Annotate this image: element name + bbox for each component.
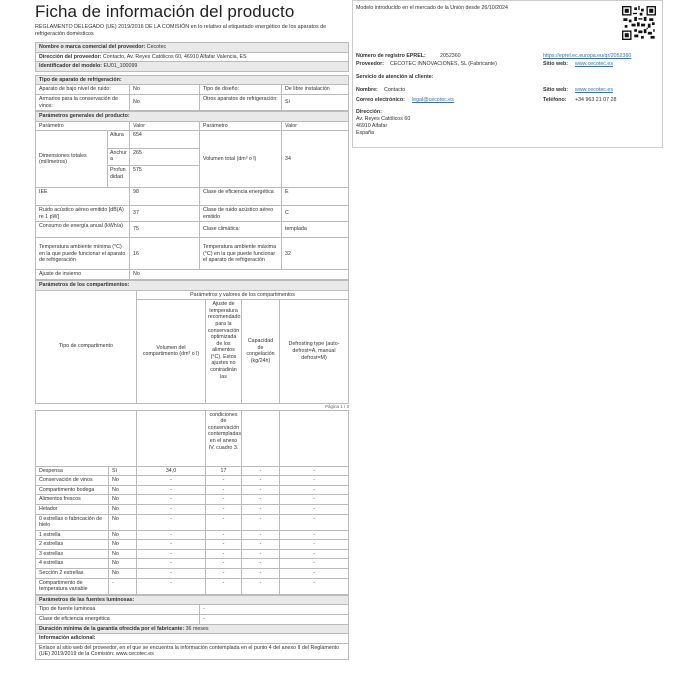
climate-label: Clase climática: (200, 222, 282, 237)
provider-label: Proveedor: (356, 61, 384, 67)
low-noise-label: Aparato de bajo nivel de ruido: (36, 85, 130, 94)
consumption-label: Consumo de energía anual (kWh/a) (36, 222, 130, 237)
compartment-temp: - (206, 531, 242, 540)
group-header: Parámetros y valores de los compartimentos (137, 291, 348, 301)
compartment-temp: 17 (206, 467, 242, 476)
model-value: EU01_100099 (103, 63, 138, 70)
iee-value: 98 (130, 188, 200, 205)
warranty-value: 36 meses (185, 625, 209, 632)
compartment-name: Sección 2 estrellas (36, 569, 109, 578)
col-param-1: Parámetro (36, 122, 130, 131)
col-temp-header-continued: condiciones de conservación contempladas en el anexo IV, cuadro 3. (206, 411, 242, 466)
iee-label: IEE (36, 188, 130, 205)
col-param-2: Parámetro (200, 122, 282, 131)
compartment-volume: - (137, 476, 206, 485)
compartment-present: No (109, 531, 137, 540)
compartment-volume: - (137, 579, 206, 594)
warranty-label: Duración mínima de la garantía ofrecida por el fabricante: (39, 625, 185, 632)
consumption-value: 75 (130, 222, 200, 237)
compartment-temp: - (206, 486, 242, 495)
compartment-name: Compartimento de temperatura variable (36, 579, 109, 594)
eprel-label: Número de registro EPREL: (356, 53, 426, 59)
compartments-section (35, 280, 349, 404)
compartment-volume: - (137, 569, 206, 578)
compartment-name: Conservación de vinos (36, 476, 109, 485)
compartment-row (36, 486, 348, 496)
compartment-volume: - (137, 559, 206, 568)
low-noise-value: No (130, 85, 200, 94)
col-volume-header: Volumen del compartimento (dm³ o l) (137, 300, 206, 402)
compartment-row (36, 540, 348, 550)
brand-value: Cecotec (146, 44, 167, 50)
compartment-defrost: - (313, 515, 315, 522)
climate-value: templada (285, 226, 307, 233)
volume-value: 34 (285, 156, 291, 163)
compartment-freeze: - (242, 495, 280, 504)
compartment-row (36, 515, 348, 531)
compartment-name: Despensa (36, 467, 109, 476)
website-label: Sitio web: (543, 61, 569, 67)
compartment-present: No (109, 550, 137, 559)
general-header: Parámetros generales del producto: (39, 113, 130, 120)
compartment-freeze: - (242, 467, 280, 476)
compartment-name: 1 estrella (36, 531, 109, 540)
compartment-defrost: - (313, 579, 315, 586)
compartment-present: No (109, 569, 137, 578)
service-address-line2: 46910 Alfafar (356, 123, 388, 129)
wine-label: Armarios para la conservación de vinos: (36, 95, 130, 110)
compartment-row (36, 579, 348, 595)
service-address-label: Dirección: (356, 109, 382, 115)
service-address-line1: Av. Reyes Católicos 60 (356, 116, 411, 122)
compartment-present: No (109, 486, 137, 495)
light-section (35, 595, 349, 660)
compartment-freeze: - (242, 476, 280, 485)
compartment-volume: 34,0 (137, 467, 206, 476)
registration-panel (352, 0, 663, 148)
phone-label: Teléfono: (543, 97, 567, 103)
compartment-freeze: - (242, 559, 280, 568)
wine-value: No (130, 95, 200, 110)
compartment-temp: - (206, 569, 242, 578)
light-header: Parámetros de las fuentes luminosas: (39, 596, 135, 603)
winter-label: Ajuste de invierno (36, 270, 130, 279)
compartment-name: 3 estrellas (36, 550, 109, 559)
compartment-defrost: - (313, 541, 315, 548)
additional-header: Información adicional: (39, 635, 96, 642)
other-label: Otros aparatos de refrigeración: (200, 95, 282, 110)
compartment-freeze: - (242, 540, 280, 549)
compartment-temp: - (206, 559, 242, 568)
compartment-present: No (109, 515, 137, 530)
compartment-volume: - (137, 515, 206, 530)
product-sheet (35, 0, 349, 660)
compartment-defrost: - (313, 560, 315, 567)
compartment-defrost: - (313, 467, 315, 474)
address-label: Dirección del proveedor: (39, 53, 102, 60)
compartment-rows (36, 467, 348, 595)
compartment-volume: - (137, 505, 206, 514)
eprel-link[interactable]: https://eprel.ec.europa.eu/qr/2052360 (543, 53, 632, 59)
compartment-row (36, 531, 348, 541)
compartment-name: 4 estrellas (36, 559, 109, 568)
appliance-type-section (35, 75, 349, 111)
compartment-temp: - (206, 515, 242, 530)
regulation-subtitle: REGLAMENTO DELEGADO (UE) 2019/2016 DE LA COMISIÓN en lo relativo al etiquetado energético de los aparatos de refrigeración domésticos (35, 24, 327, 37)
col-temp-header: Ajuste de temperatura recomendado para la conservación optimizada de los alimentos (°C). Estos ajustes no contradirán las (206, 300, 242, 402)
compartment-name: Compartimento bodega (36, 486, 109, 495)
compartment-present: No (109, 540, 137, 549)
compartment-temp: - (206, 505, 242, 514)
tmax-value: 32 (285, 250, 291, 257)
compartment-name: Helador (36, 505, 109, 514)
address-value: Contacto, Av. Reyes Católicos 60, 46910 Alfafar Valencia, ES (102, 53, 247, 60)
market-date: Modelo introducido en el mercado de la Unión desde 26/10/2024 (356, 5, 508, 11)
compartment-defrost: - (313, 496, 315, 503)
service-website-link[interactable]: www.cecotec.es (575, 87, 613, 93)
compartment-defrost: - (313, 550, 315, 557)
noise-class-value: C (285, 210, 289, 217)
compartments-header: Parámetros de los compartimentos: (39, 281, 130, 288)
compartment-volume: - (137, 540, 206, 549)
volume-label: Volumen total (dm³ o l) (200, 131, 282, 187)
additional-text: Enlace al sitio web del proveedor, en el que se encuentra la información contemplada en el punto 4 del anexo II del Reglamento (UE) 2019/2019 de la Comisión: www.cecotec.es (39, 644, 340, 658)
col-freeze-header: Capacidad de congelación (kg/24h) (242, 300, 280, 402)
model-label: Identificador del modelo: (39, 63, 102, 70)
page-number: Página 1 / 3 (324, 403, 349, 409)
col-value-2: Valor (285, 122, 297, 129)
compartment-row (36, 495, 348, 505)
light-class-label: Clase de eficiencia energética (36, 615, 200, 624)
light-type-value: - (203, 606, 205, 613)
compartment-freeze: - (242, 515, 280, 530)
design-label: Tipo de diseño: (200, 85, 282, 94)
depth-label: Profundidad (110, 167, 126, 181)
winter-value: No (133, 271, 140, 278)
email-link[interactable]: legal@cecotec.es (412, 97, 454, 103)
page-title: Ficha de información del producto (35, 2, 295, 21)
compartment-temp: - (206, 476, 242, 485)
compartment-freeze: - (242, 579, 280, 594)
compartment-defrost: - (313, 486, 315, 493)
supplier-section (35, 42, 349, 72)
compartment-row (36, 550, 348, 560)
compartment-name: 2 estrellas (36, 540, 109, 549)
tmax-label: Temperatura ambiente máxima (°C) en la que puede funcionar el aparato de refrigeración (200, 238, 282, 269)
website-link[interactable]: www.cecotec.es (575, 61, 613, 67)
compartment-temp: - (206, 495, 242, 504)
compartment-defrost: - (313, 477, 315, 484)
compartment-present: No (109, 505, 137, 514)
compartment-present: Sí (109, 467, 137, 476)
service-website-label: Sitio web: (543, 87, 569, 93)
appliance-type-header: Tipo de aparato de refrigeración: (39, 76, 122, 83)
compartment-temp: - (206, 579, 242, 594)
compartment-defrost: - (313, 505, 315, 512)
compartment-defrost: - (313, 531, 315, 538)
email-label: Correo electrónico: (356, 97, 405, 103)
compartment-temp: - (206, 550, 242, 559)
provider-value: CECOTEC INNOVACIONES, SL (Fabricante) (390, 61, 497, 67)
col-defrost-header: Defrosting type (auto-defrost=A, manual defrost=M) (288, 341, 340, 361)
compartment-row (36, 505, 348, 515)
phone-value: +34 963 21 07 28 (575, 97, 617, 103)
compartment-row (36, 467, 348, 477)
contact-name-value: Contacto (384, 87, 406, 93)
qr-code-icon[interactable] (622, 6, 656, 40)
compartment-present: - (109, 579, 137, 594)
eprel-number: 2052360 (440, 53, 461, 59)
tmin-label: Temperatura ambiente mínima (°C) en la que puede funcionar el aparato de refrigeración (36, 238, 130, 269)
compartment-defrost: - (313, 570, 315, 577)
compartment-present: No (109, 495, 137, 504)
contact-name-label: Nombre: (356, 87, 378, 93)
compartment-name: Alimentos frescos (36, 495, 109, 504)
compartment-freeze: - (242, 505, 280, 514)
design-value: De libre instalación (285, 86, 330, 93)
compartment-row (36, 476, 348, 486)
compartments-continued (35, 410, 349, 595)
height-value: 654 (130, 131, 199, 149)
height-label: Altura (108, 131, 129, 149)
compartment-present: No (109, 559, 137, 568)
noise-label: Ruido acústico aéreo emitido [dB(A) re 1 pW] (36, 206, 130, 221)
compartment-volume: - (137, 495, 206, 504)
compartment-volume: - (137, 486, 206, 495)
brand-label: Nombre o marca comercial del proveedor: (39, 44, 146, 50)
col-value-1: Valor (130, 122, 200, 131)
compartment-temp: - (206, 540, 242, 549)
compartment-freeze: - (242, 550, 280, 559)
compartment-row (36, 559, 348, 569)
compartment-freeze: - (242, 486, 280, 495)
noise-class-label: Clase de ruido acústico aéreo emitido (200, 206, 282, 221)
width-value: 265 (130, 149, 199, 167)
general-params-section (35, 111, 349, 280)
compartment-name: 0 estrellas o fabricación de hielo (36, 515, 109, 530)
light-class-value: - (203, 616, 205, 623)
service-header: Servicio de atención al cliente: (356, 74, 434, 80)
compartment-freeze: - (242, 569, 280, 578)
other-value: Sí (285, 98, 291, 105)
compartment-freeze: - (242, 531, 280, 540)
depth-value: 575 (133, 167, 142, 174)
eclass-value: E (285, 189, 289, 196)
col-type-header: Tipo de compartimento (36, 291, 137, 403)
eclass-label: Clase de eficiencia energética (200, 188, 282, 205)
tmin-value: 16 (130, 238, 200, 269)
compartment-volume: - (137, 550, 206, 559)
service-address-line3: España (356, 130, 374, 136)
noise-value: 37 (130, 206, 200, 221)
light-type-label: Tipo de fuente luminosa (36, 605, 200, 614)
compartment-present: No (109, 476, 137, 485)
compartment-volume: - (137, 531, 206, 540)
dims-label: Dimensiones totales (milímetros) (36, 131, 108, 187)
width-label: Anchura (108, 149, 129, 167)
compartment-row (36, 569, 348, 579)
